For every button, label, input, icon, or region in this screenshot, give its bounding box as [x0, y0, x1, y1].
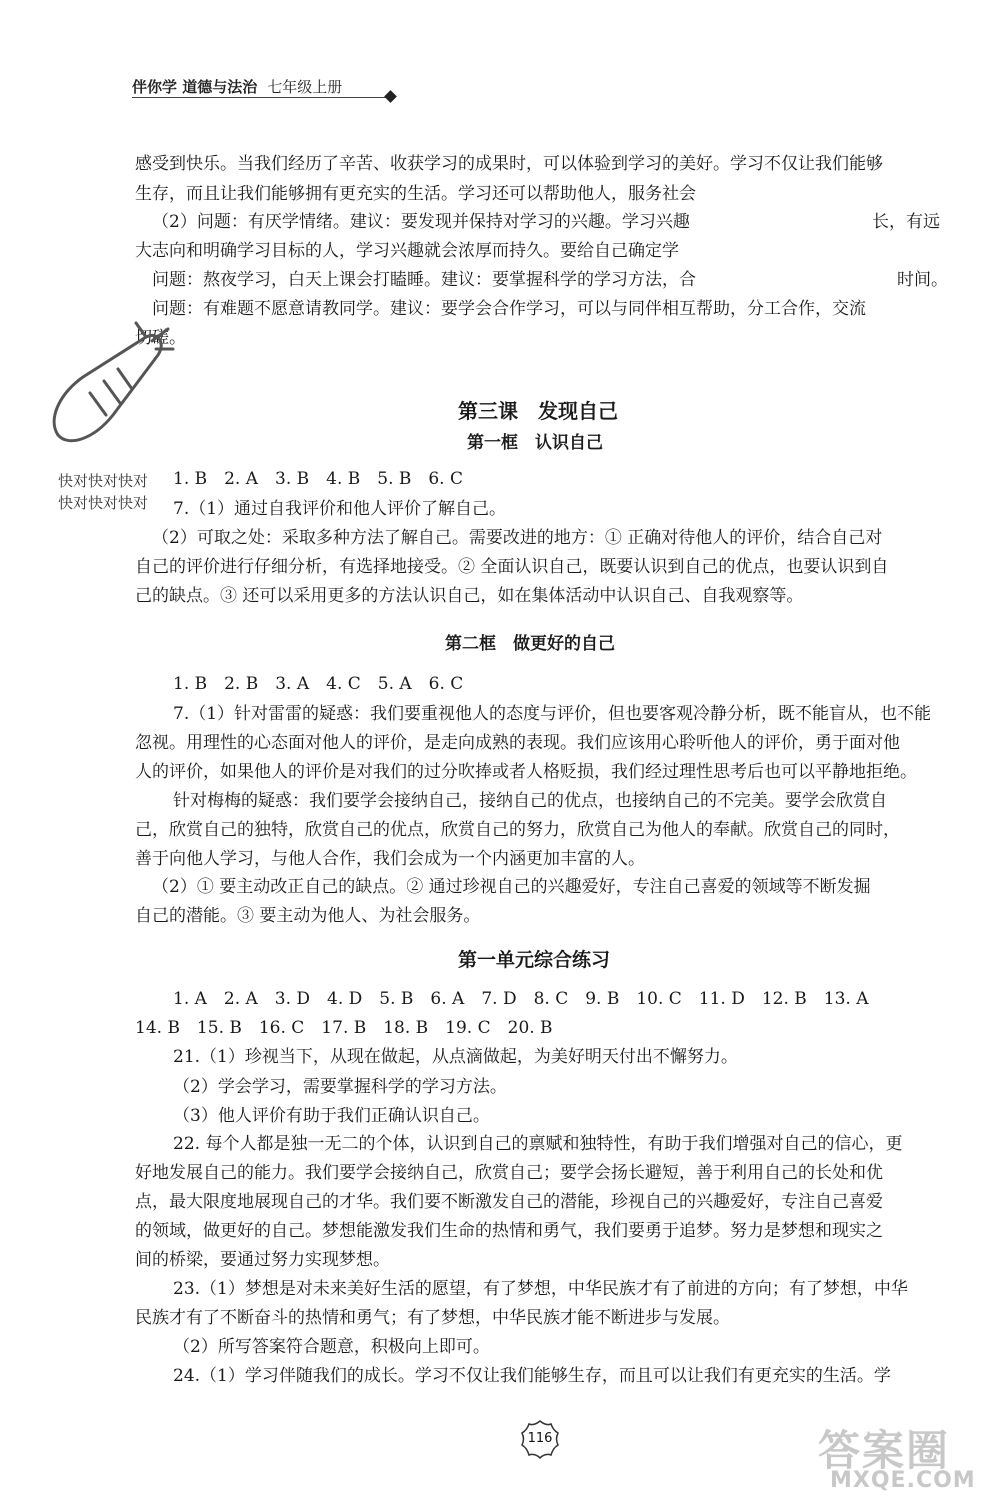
- header-divider: [132, 97, 390, 98]
- text-line: （2）问题：有厌学情绪。建议：要发现并保持对学习的兴趣。学习兴趣: [152, 212, 690, 232]
- text-line: 民族才有了不断奋斗的热情和勇气；有了梦想，中华民族才能不断进步与发展。: [135, 1308, 730, 1328]
- answer-line: 1. A 2. A 3. D 4. D 5. B 6. A 7. D 8. C 9. B 10. C 11. D 12. B 13. A: [173, 989, 869, 1009]
- text-line: （2）可取之处：采取多种方法了解自己。需要改进的地方：① 正确对待他人的评价，结合自己对: [152, 528, 883, 548]
- page-number-badge: [518, 1418, 562, 1462]
- text-line: 间的桥梁，要通过努力实现梦想。: [135, 1250, 390, 1270]
- text-line-fragment: 时间。: [897, 270, 948, 290]
- text-line: 21.（1）珍视当下，从现在做起，从点滴做起，为美好明天付出不懈努力。: [173, 1047, 738, 1067]
- text-line: 自己的评价进行仔细分析，有选择地接受。② 全面认识自己，既要认识到自己的优点，也要认识到自: [135, 557, 889, 577]
- text-line: （2）所写答案符合题意，积极向上即可。: [173, 1337, 490, 1357]
- text-line: 切磋。: [135, 328, 186, 348]
- answer-line: 1. B 2. B 3. A 4. C 5. A 6. C: [173, 674, 464, 694]
- text-line: 点，最大限度地展现自己的才华。我们要不断激发自己的潜能，珍视自己的兴趣爱好，专注自己喜爱: [135, 1192, 883, 1212]
- header-title: [132, 76, 342, 97]
- text-line: 针对梅梅的疑惑：我们要学会接纳自己，接纳自己的优点，也接纳自己的不完美。要学会欣赏自: [173, 791, 887, 811]
- answer-line: 1. B 2. A 3. B 4. B 5. B 6. C: [173, 469, 463, 489]
- page-number: 116: [527, 1431, 553, 1446]
- grade-label: 七年级上册: [267, 78, 343, 96]
- text-line: 大志向和明确学习目标的人，学习兴趣就会浓厚而持久。要给自己确定学: [135, 241, 679, 261]
- text-line: 己的缺点。③ 还可以采用更多的方法认识自己，如在集体活动中认识自己、自我观察等。: [135, 586, 804, 606]
- watermark-line: 快对快对快对: [58, 472, 149, 490]
- watermark: [58, 470, 148, 514]
- text-line: 7.（1）通过自我评价和他人评价了解自己。: [173, 499, 507, 519]
- text-line: 生存，而且让我们能够拥有更充实的生活。学习还可以帮助他人，服务社会: [135, 184, 696, 204]
- text-line: 问题：有难题不愿意请教同学。建议：要学会合作学习，可以与同伴相互帮助，分工合作，交流: [152, 299, 866, 319]
- logo-url: MXQE.COM: [830, 1468, 976, 1493]
- text-line: （2）学会学习，需要掌握科学的学习方法。: [173, 1077, 507, 1097]
- book-title: 伴你学 道德与法治: [132, 78, 258, 96]
- text-line: 23.（1）梦想是对未来美好生活的愿望，有了梦想，中华民族才有了前进的方向；有了梦想，中华: [173, 1279, 908, 1299]
- site-logo: [818, 1418, 976, 1493]
- unit-title: 第一单元综合练习: [458, 949, 611, 971]
- text-line-fragment: 长，有远: [872, 212, 940, 232]
- answer-line: 14. B 15. B 16. C 17. B 18. B 19. C 20. B: [135, 1018, 553, 1038]
- carrot-icon: [28, 315, 178, 455]
- frame-title: 第一框 认识自己: [467, 433, 603, 453]
- diamond-icon: [384, 90, 397, 103]
- text-line: 己，欣赏自己的独特，欣赏自己的优点，欣赏自己的努力，欣赏自己为他人的奉献。欣赏自己的同时，: [135, 820, 900, 840]
- text-line: 24.（1）学习伴随我们的成长。学习不仅让我们能够生存，而且可以让我们有更充实的生活。学: [173, 1366, 891, 1386]
- text-line: 自己的潜能。③ 要主动为他人、为社会服务。: [135, 906, 481, 926]
- text-line: （3）他人评价有助于我们正确认识自己。: [173, 1106, 490, 1126]
- text-line: 人的评价，如果他人的评价是对我们的过分吹捧或者人格贬损，我们经过理性思考后也可以平静地拒绝。: [135, 762, 917, 782]
- text-line: 7.（1）针对雷雷的疑惑：我们要重视他人的态度与评价，但也要客观冷静分析，既不能盲从，也不能: [173, 704, 932, 724]
- watermark-line: 快对快对快对: [58, 494, 149, 512]
- text-line: （2）① 要主动改正自己的缺点。② 通过珍视自己的兴趣爱好，专注自己喜爱的领域等不断发掘: [152, 877, 871, 897]
- text-line: 问题：熬夜学习，白天上课会打瞌睡。建议：要掌握科学的学习方法，合: [152, 270, 696, 290]
- text-line: 22. 每个人都是独一无二的个体，认识到自己的禀赋和独特性，有助于我们增强对自己的信心，更: [173, 1134, 903, 1154]
- frame-title: 第二框 做更好的自己: [445, 634, 615, 654]
- text-line: 感受到快乐。当我们经历了辛苦、收获学习的成果时，可以体验到学习的美好。学习不仅让我们能够: [135, 154, 883, 174]
- lesson-title: 第三课 发现自己: [458, 399, 618, 423]
- text-line: 善于向他人学习，与他人合作，我们会成为一个内涵更加丰富的人。: [135, 849, 645, 869]
- text-line: 忽视。用理性的心态面对他人的评价，是走向成熟的表现。我们应该用心聆听他人的评价，勇于面对他: [135, 733, 900, 753]
- text-line: 的领域，做更好的自己。梦想能激发我们生命的热情和勇气，我们要勇于追梦。努力是梦想和现实之: [135, 1221, 883, 1241]
- logo-text: 答案圈: [818, 1426, 951, 1475]
- text-line: 好地发展自己的能力。我们要学会接纳自己，欣赏自己；要学会扬长避短，善于利用自己的长处和优: [135, 1163, 883, 1183]
